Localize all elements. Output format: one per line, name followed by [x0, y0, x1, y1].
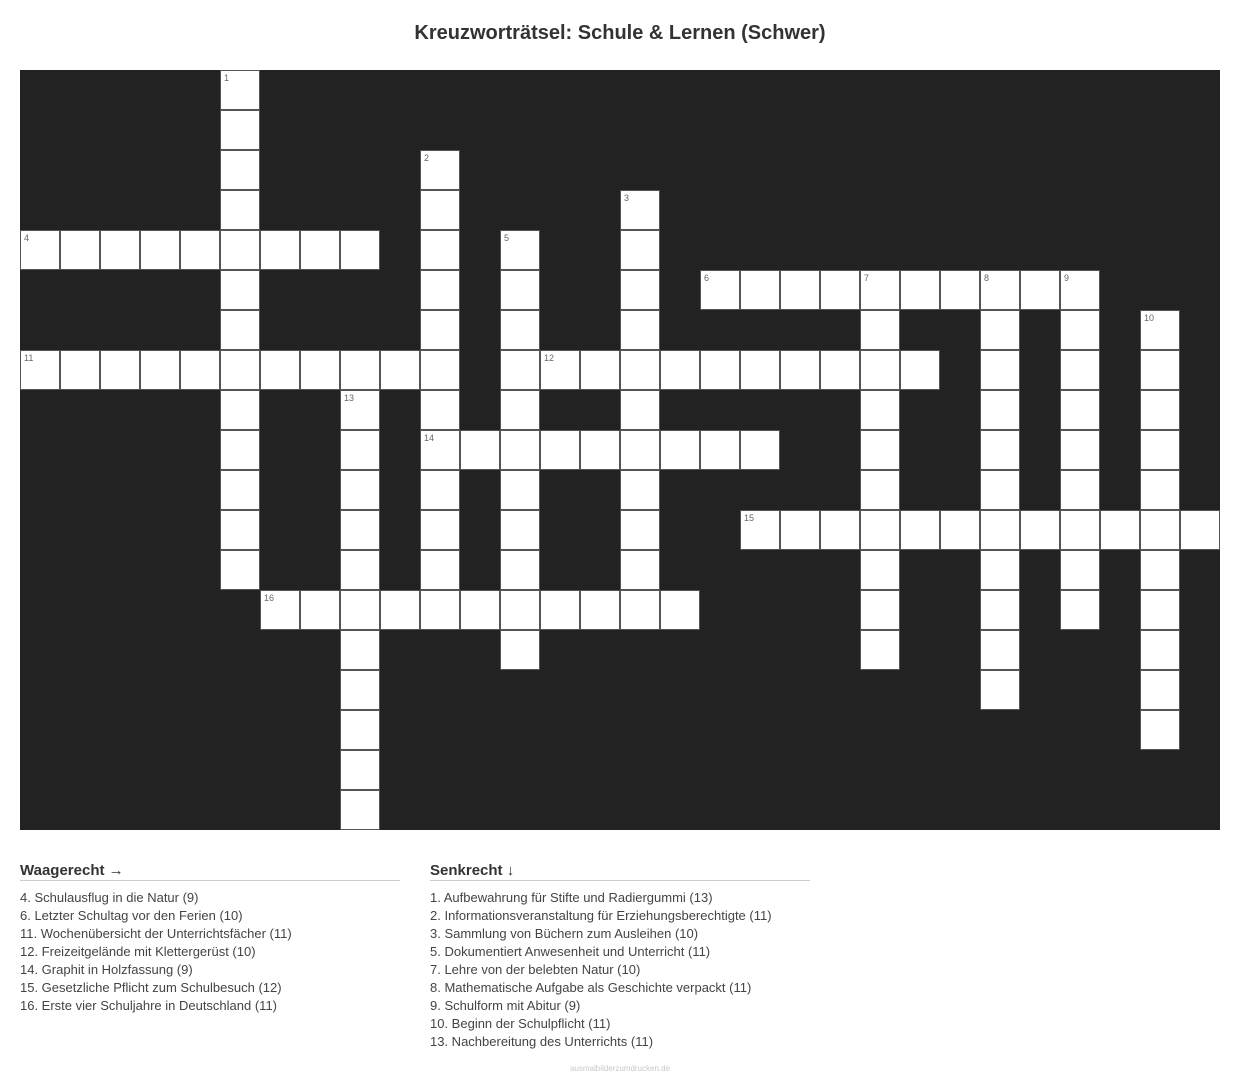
- grid-cell[interactable]: [420, 150, 460, 190]
- grid-cell[interactable]: [420, 510, 460, 550]
- grid-cell[interactable]: [500, 470, 540, 510]
- clue-number: 4: [24, 233, 30, 243]
- grid-cell[interactable]: [20, 350, 60, 390]
- grid-cell[interactable]: [500, 390, 540, 430]
- grid-cell[interactable]: [940, 270, 980, 310]
- grid-cell[interactable]: [860, 310, 900, 350]
- grid-cell[interactable]: [220, 230, 260, 270]
- grid-cell[interactable]: [620, 270, 660, 310]
- clue-item: 7. Lehre von der belebten Natur (10): [430, 962, 641, 977]
- grid-cell[interactable]: [500, 510, 540, 550]
- grid-cell[interactable]: [340, 230, 380, 270]
- clue-item: 9. Schulform mit Abitur (9): [430, 998, 581, 1013]
- grid-cell[interactable]: [180, 350, 220, 390]
- grid-cell[interactable]: [620, 230, 660, 270]
- grid-cell[interactable]: [260, 350, 300, 390]
- clue-item: 11. Wochenübersicht der Unterrichtsfächer (11): [20, 926, 292, 941]
- clue-item: 14. Graphit in Holzfassung (9): [20, 962, 193, 977]
- grid-cell[interactable]: [1140, 550, 1180, 590]
- grid-cell[interactable]: [140, 350, 180, 390]
- grid-cell[interactable]: [420, 550, 460, 590]
- down-clue-list: [430, 889, 810, 1051]
- grid-cell[interactable]: [860, 430, 900, 470]
- grid-cell[interactable]: [1180, 510, 1220, 550]
- grid-cell[interactable]: [380, 590, 420, 630]
- grid-cell[interactable]: [980, 510, 1020, 550]
- clue-number: 12: [544, 353, 555, 363]
- grid-cell[interactable]: [740, 510, 780, 550]
- grid-cell[interactable]: [540, 430, 580, 470]
- grid-cell[interactable]: [300, 350, 340, 390]
- grid-cell[interactable]: [900, 350, 940, 390]
- grid-cell[interactable]: [1100, 510, 1140, 550]
- grid-cell[interactable]: [340, 350, 380, 390]
- grid-cell[interactable]: [500, 550, 540, 590]
- grid-cell[interactable]: [420, 350, 460, 390]
- grid-cell[interactable]: [940, 510, 980, 550]
- grid-cell[interactable]: [340, 550, 380, 590]
- grid-cell[interactable]: [1140, 430, 1180, 470]
- clue-number: 15: [744, 513, 755, 523]
- grid-cell[interactable]: [340, 390, 380, 430]
- grid-cell[interactable]: [220, 550, 260, 590]
- grid-cell[interactable]: [620, 550, 660, 590]
- clue-number: 2: [424, 153, 430, 163]
- grid-cell[interactable]: [860, 590, 900, 630]
- grid-cell[interactable]: [1140, 710, 1180, 750]
- grid-cell[interactable]: [60, 350, 100, 390]
- grid-cell[interactable]: [700, 350, 740, 390]
- grid-cell[interactable]: [700, 430, 740, 470]
- grid-cell[interactable]: [1140, 390, 1180, 430]
- grid-cell[interactable]: [620, 350, 660, 390]
- grid-cell[interactable]: [220, 310, 260, 350]
- grid-cell[interactable]: [180, 230, 220, 270]
- grid-cell[interactable]: [540, 590, 580, 630]
- grid-cell[interactable]: [620, 190, 660, 230]
- clue-item: 3. Sammlung von Büchern zum Ausleihen (10): [430, 926, 699, 941]
- grid-cell[interactable]: [220, 190, 260, 230]
- across-clues: [20, 862, 400, 1015]
- grid-cell[interactable]: [220, 110, 260, 150]
- grid-cell[interactable]: [300, 230, 340, 270]
- grid-cell[interactable]: [1060, 430, 1100, 470]
- clue-number: 1: [224, 73, 230, 83]
- grid-cell[interactable]: [1140, 510, 1180, 550]
- grid-cell[interactable]: [460, 430, 500, 470]
- grid-cell[interactable]: [980, 270, 1020, 310]
- grid-cell[interactable]: [980, 470, 1020, 510]
- clue-item: 6. Letzter Schultag vor den Ferien (10): [20, 908, 243, 923]
- clue-number: 9: [1064, 273, 1070, 283]
- grid-cell[interactable]: [980, 670, 1020, 710]
- grid-cell[interactable]: [740, 430, 780, 470]
- clue-number: 7: [864, 273, 870, 283]
- grid-cell[interactable]: [820, 350, 860, 390]
- grid-cell[interactable]: [620, 590, 660, 630]
- grid-cell[interactable]: [620, 470, 660, 510]
- grid-cell[interactable]: [100, 230, 140, 270]
- grid-cell[interactable]: [500, 310, 540, 350]
- grid-cell[interactable]: [620, 310, 660, 350]
- clue-item: 13. Nachbereitung des Unterrichts (11): [430, 1034, 654, 1049]
- grid-cell[interactable]: [780, 510, 820, 550]
- crossword-grid: [20, 70, 1220, 830]
- grid-cell[interactable]: [420, 590, 460, 630]
- grid-cell[interactable]: [420, 470, 460, 510]
- grid-cell[interactable]: [220, 270, 260, 310]
- grid-cell[interactable]: [260, 590, 300, 630]
- grid-cell[interactable]: [220, 510, 260, 550]
- clue-item: 5. Dokumentiert Anwesenheit und Unterricht (11): [430, 944, 711, 959]
- grid-cell[interactable]: [700, 270, 740, 310]
- clue-number: 14: [424, 433, 435, 443]
- clue-number: 11: [24, 353, 34, 363]
- grid-cell[interactable]: [420, 230, 460, 270]
- grid-cell[interactable]: [660, 430, 700, 470]
- grid-cell[interactable]: [340, 750, 380, 790]
- grid-cell[interactable]: [900, 510, 940, 550]
- grid-cell[interactable]: [460, 590, 500, 630]
- grid-cell[interactable]: [340, 790, 380, 830]
- grid-cell[interactable]: [220, 390, 260, 430]
- grid-cell[interactable]: [420, 310, 460, 350]
- grid-cell[interactable]: [860, 630, 900, 670]
- grid-cell[interactable]: [420, 270, 460, 310]
- grid-cell[interactable]: [1060, 310, 1100, 350]
- clue-number: 13: [344, 393, 355, 403]
- grid-cell[interactable]: [500, 590, 540, 630]
- grid-cell[interactable]: [860, 470, 900, 510]
- grid-cell[interactable]: [60, 230, 100, 270]
- grid-cell[interactable]: [340, 470, 380, 510]
- grid-cell[interactable]: [980, 630, 1020, 670]
- across-clue-list: [20, 889, 400, 1015]
- page-title: Kreuzworträtsel: Schule & Lernen (Schwer): [414, 22, 826, 44]
- grid-cell[interactable]: [1060, 350, 1100, 390]
- grid-cell[interactable]: [420, 430, 460, 470]
- grid-cell[interactable]: [1060, 270, 1100, 310]
- grid-cell[interactable]: [860, 510, 900, 550]
- grid-cell[interactable]: [340, 670, 380, 710]
- grid-cell[interactable]: [420, 390, 460, 430]
- grid-cell[interactable]: [820, 270, 860, 310]
- grid-cell[interactable]: [740, 270, 780, 310]
- grid-cell[interactable]: [980, 430, 1020, 470]
- grid-cell[interactable]: [500, 270, 540, 310]
- grid-cell[interactable]: [980, 550, 1020, 590]
- grid-cell[interactable]: [220, 350, 260, 390]
- clue-item: 12. Freizeitgelände mit Klettergerüst (10): [20, 944, 256, 959]
- grid-cell[interactable]: [1140, 590, 1180, 630]
- grid-cell[interactable]: [220, 470, 260, 510]
- clue-item: 15. Gesetzliche Pflicht zum Schulbesuch (12): [20, 980, 282, 995]
- grid-cell[interactable]: [780, 270, 820, 310]
- grid-cell[interactable]: [780, 350, 820, 390]
- grid-cell[interactable]: [380, 350, 420, 390]
- grid-cell[interactable]: [1140, 350, 1180, 390]
- clue-item: 8. Mathematische Aufgabe als Geschichte verpackt (11): [430, 980, 752, 995]
- grid-cell[interactable]: [1140, 470, 1180, 510]
- grid-cell[interactable]: [1060, 550, 1100, 590]
- footer-credit: ausmalbilderzumdrucken.de: [569, 1064, 671, 1073]
- clue-item: 16. Erste vier Schuljahre in Deutschland (11): [20, 998, 277, 1013]
- grid-cell[interactable]: [860, 350, 900, 390]
- grid-cell[interactable]: [1020, 510, 1060, 550]
- grid-cell[interactable]: [580, 430, 620, 470]
- grid-cell[interactable]: [580, 350, 620, 390]
- grid-cell[interactable]: [620, 390, 660, 430]
- clue-item: 4. Schulausflug in die Natur (9): [20, 890, 199, 905]
- grid-cell[interactable]: [1140, 310, 1180, 350]
- clue-item: 2. Informationsveranstaltung für Erziehungsberechtigte (11): [430, 908, 772, 923]
- grid-cell[interactable]: [340, 590, 380, 630]
- grid-cell[interactable]: [820, 510, 860, 550]
- across-heading: Waagerecht →: [20, 862, 400, 881]
- grid-cell[interactable]: [540, 350, 580, 390]
- clue-item: 10. Beginn der Schulpflicht (11): [430, 1016, 611, 1031]
- grid-cell[interactable]: [660, 350, 700, 390]
- grid-cell[interactable]: [1020, 270, 1060, 310]
- grid-cell[interactable]: [980, 390, 1020, 430]
- clue-number: 3: [624, 193, 630, 203]
- grid-cell[interactable]: [1060, 590, 1100, 630]
- grid-cell[interactable]: [860, 390, 900, 430]
- clue-number: 8: [984, 273, 990, 283]
- grid-cell[interactable]: [500, 230, 540, 270]
- grid-cell[interactable]: [220, 430, 260, 470]
- grid-cell[interactable]: [1060, 510, 1100, 550]
- grid-cell[interactable]: [500, 430, 540, 470]
- grid-cell[interactable]: [500, 630, 540, 670]
- grid-cell[interactable]: [980, 350, 1020, 390]
- clue-number: 5: [504, 233, 510, 243]
- grid-cell[interactable]: [420, 190, 460, 230]
- grid-cell[interactable]: [620, 430, 660, 470]
- grid-cell[interactable]: [340, 630, 380, 670]
- grid-cell[interactable]: [980, 590, 1020, 630]
- clue-number: 10: [1144, 313, 1155, 323]
- grid-cell[interactable]: [220, 150, 260, 190]
- grid-cell[interactable]: [900, 270, 940, 310]
- grid-cell[interactable]: [580, 590, 620, 630]
- grid-cell[interactable]: [220, 70, 260, 110]
- down-heading: Senkrecht ↓: [430, 862, 810, 881]
- grid-cell[interactable]: [340, 510, 380, 550]
- grid-cell[interactable]: [1140, 670, 1180, 710]
- down-clues: [430, 862, 810, 1051]
- grid-cell[interactable]: [100, 350, 140, 390]
- grid-cell[interactable]: [20, 230, 60, 270]
- grid-cell[interactable]: [340, 430, 380, 470]
- grid-cell[interactable]: [980, 310, 1020, 350]
- grid-cell[interactable]: [660, 590, 700, 630]
- grid-cell[interactable]: [1140, 630, 1180, 670]
- grid-cell[interactable]: [500, 350, 540, 390]
- grid-cell[interactable]: [340, 710, 380, 750]
- grid-cell[interactable]: [860, 270, 900, 310]
- clue-number: 16: [264, 593, 275, 603]
- grid-cell[interactable]: [300, 590, 340, 630]
- grid-cell[interactable]: [140, 230, 180, 270]
- clue-number: 6: [704, 273, 710, 283]
- grid-cell[interactable]: [620, 510, 660, 550]
- grid-cell[interactable]: [1060, 470, 1100, 510]
- grid-cell[interactable]: [740, 350, 780, 390]
- grid-cell[interactable]: [260, 230, 300, 270]
- grid-cell[interactable]: [1060, 390, 1100, 430]
- clue-item: 1. Aufbewahrung für Stifte und Radiergummi (13): [430, 890, 713, 905]
- grid-cell[interactable]: [860, 550, 900, 590]
